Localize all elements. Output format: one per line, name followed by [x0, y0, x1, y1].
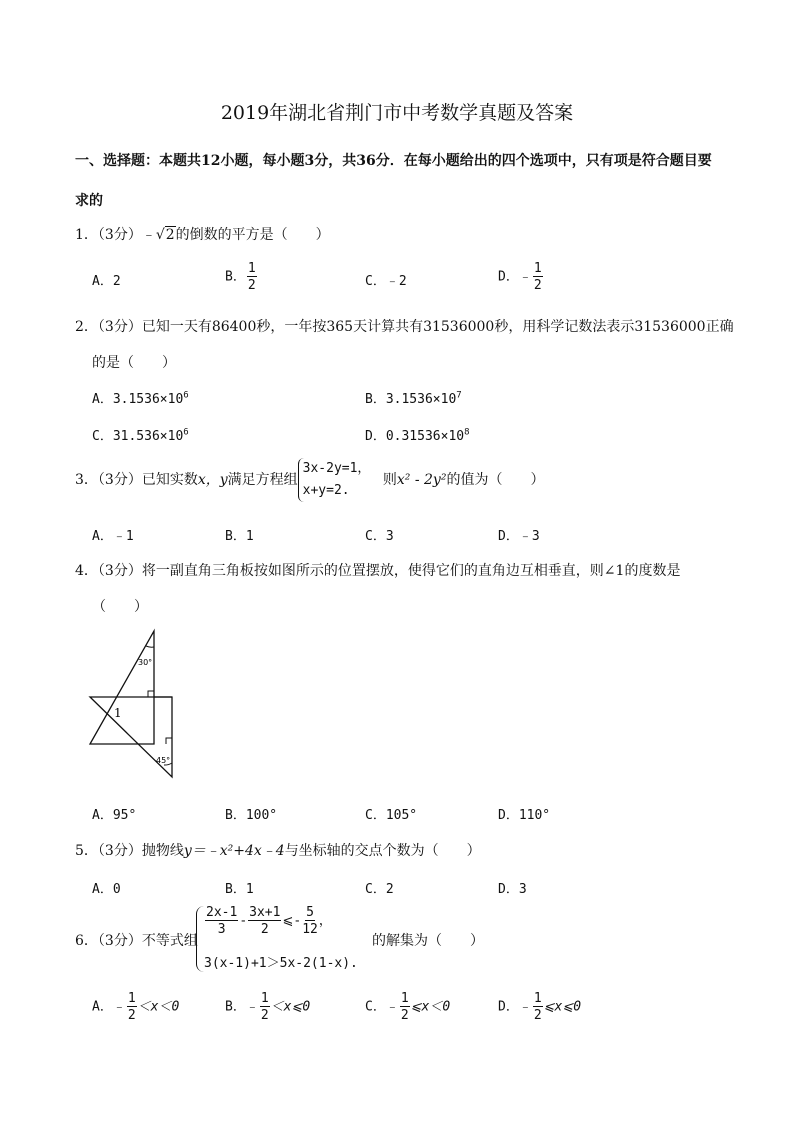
q6-option-d [498, 992, 581, 1022]
fraction-denominator: 3 [217, 922, 226, 937]
exponent: 7 [456, 390, 462, 401]
fraction-denominator: 12 [302, 922, 318, 937]
angle-45-label: 45° [156, 756, 171, 765]
q4-option-c: C．105° [365, 808, 418, 823]
q6-option-c-label: C．﹣ [365, 999, 399, 1015]
q2-option-a [92, 388, 189, 407]
question-3 [75, 458, 544, 502]
right-angle-mark [148, 691, 154, 697]
fraction-denominator: 2 [247, 278, 256, 293]
q6-option-b-text: ＜x⩽0 [270, 999, 311, 1015]
q3-variables: x，y [197, 472, 228, 488]
question-4-line1: 4．（3分）将一副直角三角板按如图所示的位置摆放，使得它们的直角边互相垂直，则∠1的度数是 [75, 563, 681, 579]
fraction-denominator: 2 [533, 1008, 542, 1023]
minus-sign: - [239, 913, 248, 929]
q6-option-a [92, 992, 179, 1022]
q1-option-c: C．﹣2 [365, 274, 407, 289]
comma: ， [318, 913, 332, 929]
question-6-prefix: 6．（3分）不等式组 [75, 933, 198, 949]
q1-option-d [498, 262, 544, 292]
q2-option-b-text: B．3.1536×10 [365, 392, 457, 407]
fraction [302, 906, 318, 936]
q3-option-a: A．﹣1 [92, 529, 134, 544]
q2-option-d [365, 425, 470, 444]
q5-option-d: D．3 [498, 882, 527, 897]
fraction-numerator: 1 [400, 991, 409, 1006]
q3-option-b: B．1 [225, 529, 254, 544]
q6-option-c-text: ⩽x＜0 [410, 999, 451, 1015]
q2-option-b [365, 388, 462, 407]
inequality-2: 3(x-1)+1＞5x-2(1-x). [204, 956, 358, 971]
q1-option-b-label: B． [225, 269, 246, 285]
q1-option-b [225, 262, 258, 292]
fraction [400, 992, 410, 1022]
triangle-figure [80, 625, 190, 785]
angle-30-label: 30° [138, 658, 153, 667]
inequality-1 [204, 906, 332, 936]
q5-option-b: B．1 [225, 882, 254, 897]
fraction-numerator: 1 [533, 261, 542, 276]
equation-1: 3x-2y=1， [302, 461, 371, 476]
exponent: 6 [183, 390, 189, 401]
q1-option-a: A．2 [92, 274, 121, 289]
right-angle-mark [166, 738, 172, 744]
q2-option-c [92, 425, 189, 444]
triangle-30 [90, 631, 154, 744]
fraction [247, 262, 257, 292]
fraction-denominator: 2 [260, 922, 269, 937]
fraction-denominator: 2 [400, 1008, 409, 1023]
q6-option-a-text: ＜x＜0 [137, 999, 180, 1015]
section-heading-line2: 求的 [75, 193, 103, 209]
fraction-numerator: 1 [260, 991, 269, 1006]
q1-suffix: 的倒数的平方是（ ） [175, 227, 330, 243]
q4-option-a: A．95° [92, 808, 137, 823]
q6-option-c [365, 992, 450, 1022]
q3-option-c: C．3 [365, 529, 394, 544]
le-sign: ⩽- [282, 913, 302, 929]
section-heading-line1: 一、选择题：本题共12小题，每小题3分，共36分．在每小题给出的四个选项中，只有项是符合题目要 [75, 153, 712, 169]
fraction-numerator: 3x+1 [249, 905, 281, 920]
exponent: 8 [464, 427, 470, 438]
q3-mid: 满足方程组 [227, 472, 298, 488]
fraction [260, 992, 270, 1022]
q5-suffix: 与坐标轴的交点个数为（ ） [284, 843, 481, 859]
q6-option-b-label: B．﹣ [225, 999, 259, 1015]
fraction-denominator: 2 [127, 1008, 136, 1023]
q5-prefix: 5．（3分）抛物线 [75, 843, 184, 859]
q4-option-b: B．100° [225, 808, 278, 823]
q1-prefix: 1．（3分）﹣ [75, 227, 156, 243]
q3-suffix: 的值为（ ） [446, 472, 545, 488]
fraction [248, 906, 281, 936]
question-1 [75, 224, 330, 244]
fraction [533, 262, 543, 292]
question-6-suffix: 的解集为（ ） [372, 933, 484, 949]
fraction-denominator: 2 [533, 278, 542, 293]
fraction-numerator: 5 [306, 905, 314, 920]
fraction [533, 992, 543, 1022]
fraction-numerator: 1 [127, 991, 136, 1006]
fraction-numerator: 2x-1 [206, 905, 238, 920]
page-title: 2019年湖北省荆门市中考数学真题及答案 [220, 102, 574, 124]
question-4-line2: （ ） [92, 599, 148, 615]
q6-option-d-text: ⩽x⩽0 [543, 999, 582, 1015]
q2-option-c-text: C．31.536×10 [92, 429, 184, 444]
angle-1-label: 1 [114, 706, 122, 720]
sqrt-symbol: √2 [155, 227, 175, 243]
equation-2: x+y=2. [302, 483, 350, 498]
q2-option-a-text: A．3.1536×10 [92, 392, 184, 407]
triangle-45 [90, 697, 172, 777]
q3-then: 则 [382, 472, 397, 488]
q3-option-d: D．﹣3 [498, 529, 540, 544]
fraction-numerator: 1 [533, 991, 542, 1006]
fraction-denominator: 2 [260, 1008, 269, 1023]
equation-system [298, 458, 371, 502]
q4-option-d: D．110° [498, 808, 551, 823]
question-5 [75, 840, 481, 860]
q3-prefix: 3．（3分）已知实数 [75, 472, 198, 488]
q6-option-d-label: D．﹣ [498, 999, 532, 1015]
angle-arc [146, 646, 154, 647]
q6-option-b [225, 992, 310, 1022]
question-2-line1: 2．（3分）已知一天有86400秒，一年按365天计算共有31536000秒，用科学记数法表示31536000正确 [75, 319, 734, 335]
q3-expression: x² - 2y² [396, 472, 447, 488]
fraction [205, 906, 238, 936]
q5-expression: y＝﹣x²+4x﹣4 [183, 843, 285, 859]
q5-option-c: C．2 [365, 882, 394, 897]
q5-option-a: A．0 [92, 882, 121, 897]
q6-option-a-label: A．﹣ [92, 999, 126, 1015]
exponent: 6 [183, 427, 189, 438]
fraction-numerator: 1 [247, 261, 256, 276]
question-2-line2: 的是（ ） [92, 355, 176, 371]
q1-option-d-label: D．﹣ [498, 269, 532, 285]
q1-radicand: 2 [165, 227, 175, 243]
fraction [127, 992, 137, 1022]
q2-option-d-text: D．0.31536×10 [365, 429, 465, 444]
